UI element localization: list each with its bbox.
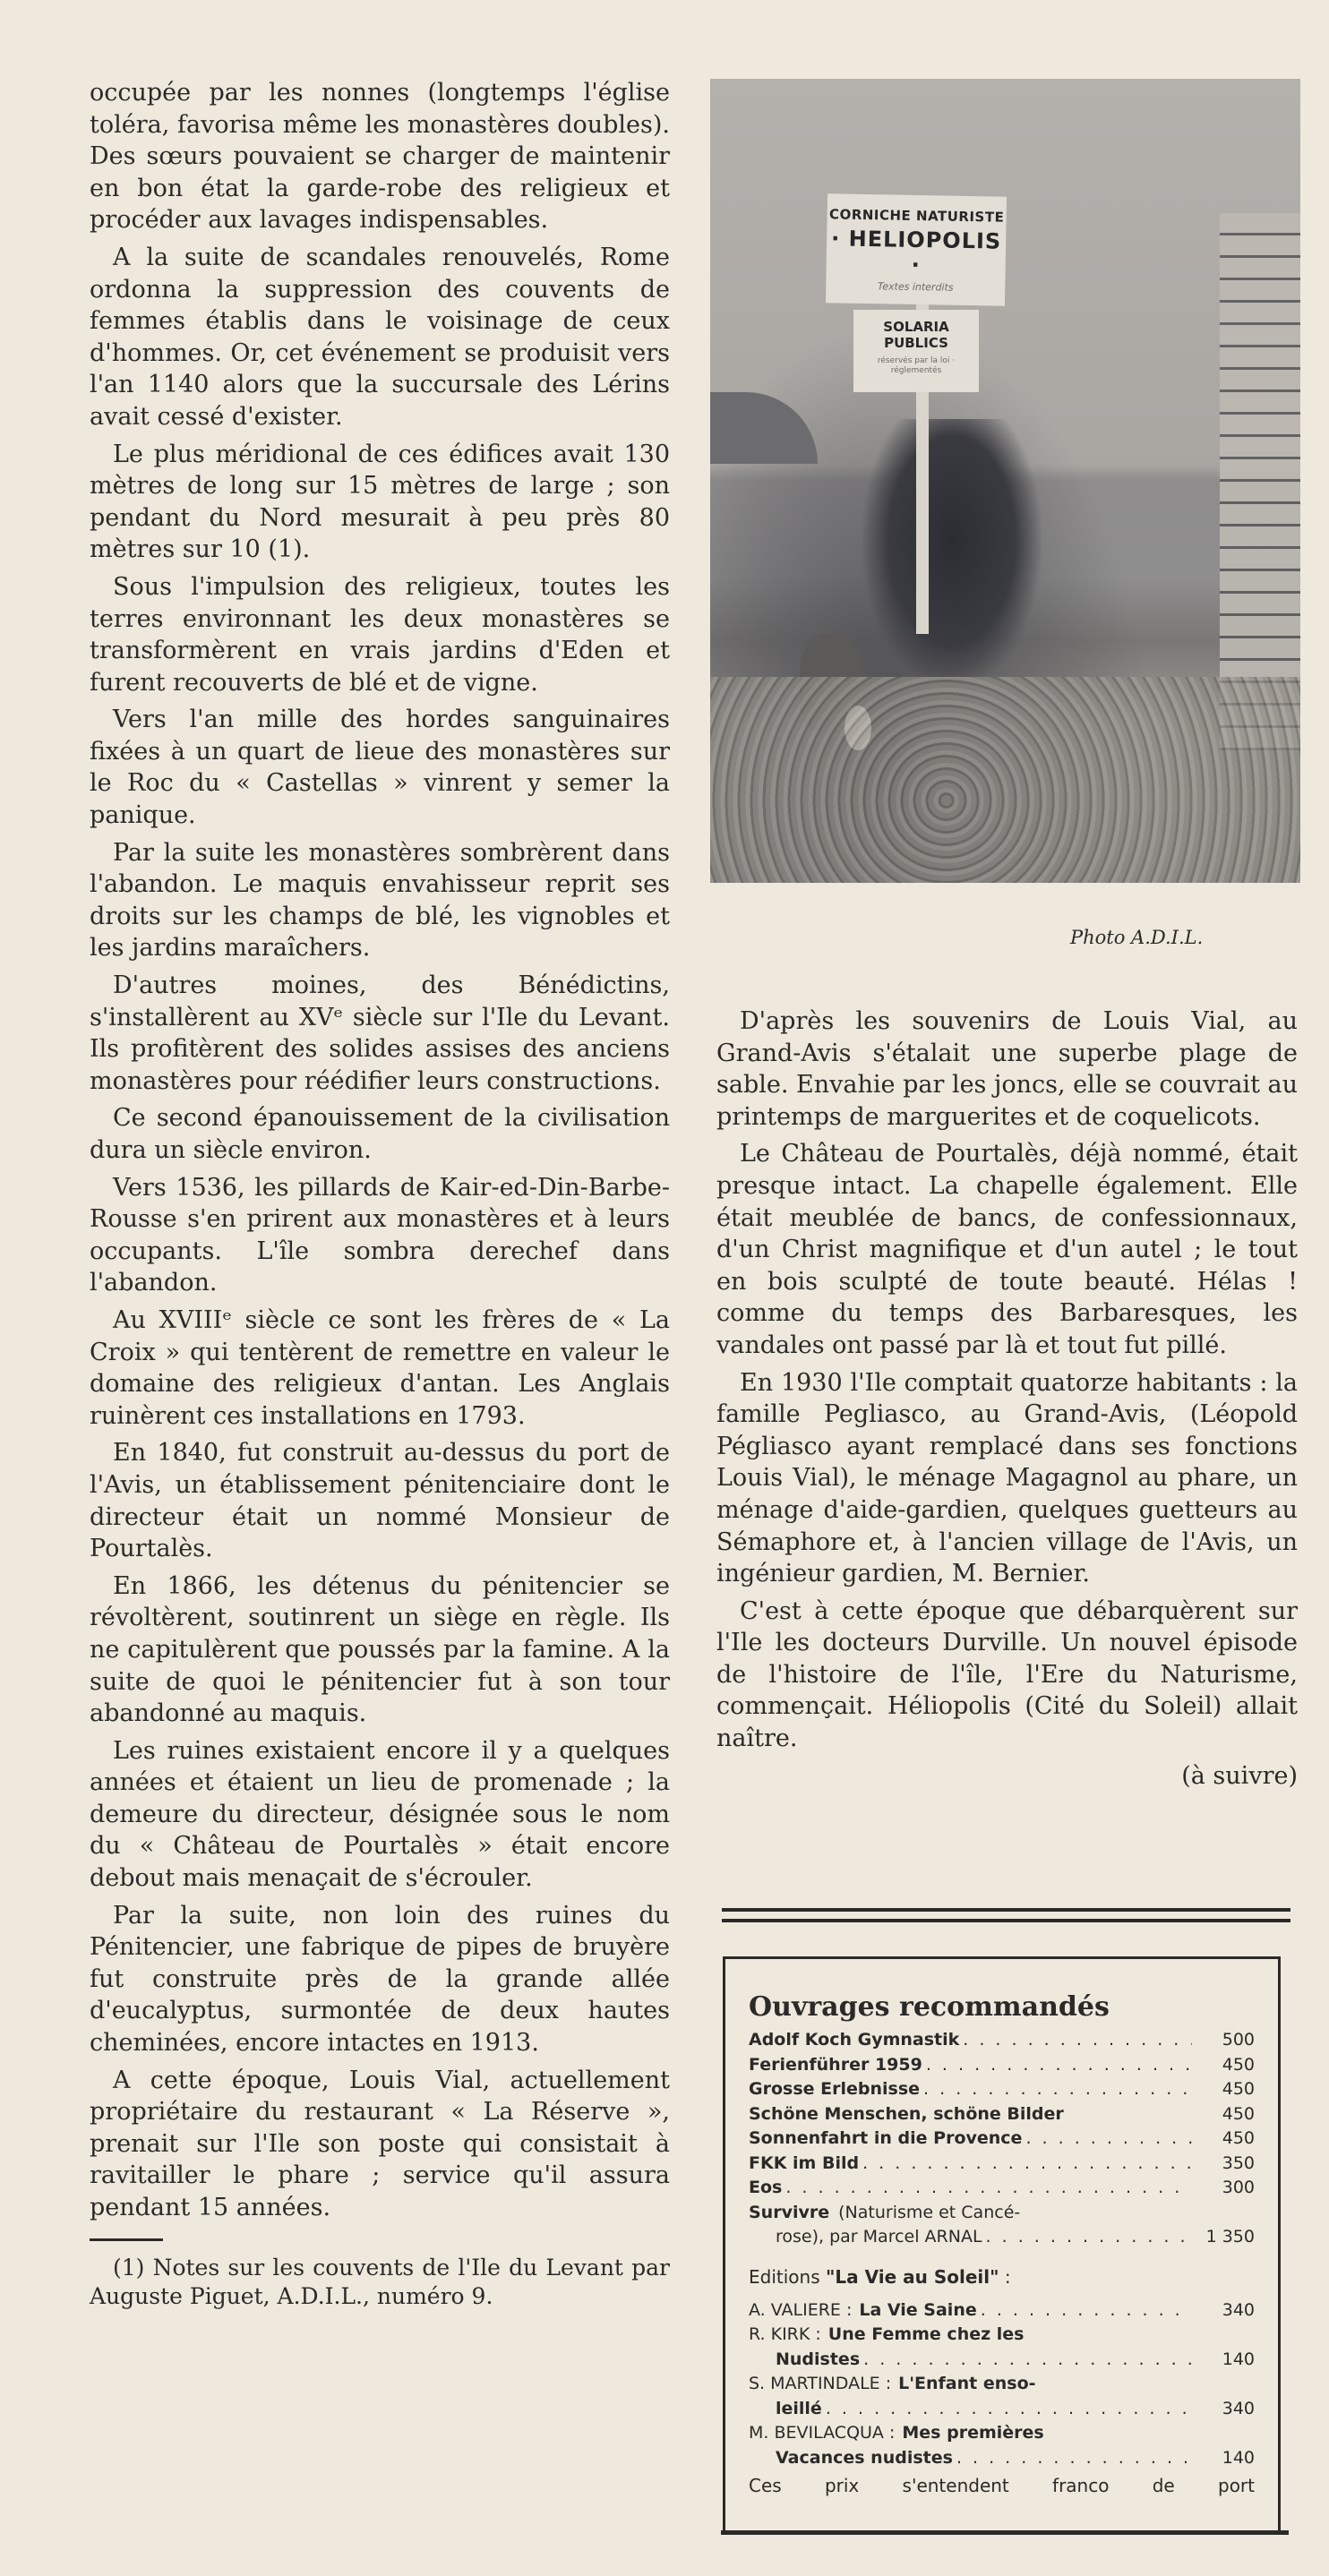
box-bottom-rule: [721, 2530, 1289, 2535]
paragraph: Ce second épanouissement de la civilisation dura un siècle environ.: [90, 1104, 670, 1164]
footnote: (1) Notes sur les couvents de l'Ile du Levant par Auguste Piguet, A.D.I.L., numéro 9.: [90, 2254, 670, 2309]
edition-title: Une Femme chez les: [827, 2324, 1025, 2344]
book-price: 500: [1222, 2030, 1255, 2050]
footnote-separator: [90, 2238, 163, 2241]
leader-dots: [859, 2152, 1192, 2177]
paragraph: En 1840, fut construit au-dessus du port de l'Avis, un établissement pénitenciaire dont le directeur était un nommé Monsieur de Pourtalès.: [90, 1439, 670, 1563]
edition-row-continued: [749, 2348, 1255, 2373]
book-row: [749, 2201, 1255, 2226]
edition-author: M. BEVILACQUA :: [749, 2423, 896, 2443]
box-title: Ouvrages recommandés: [749, 1991, 1110, 2023]
book-title: Sonnenfahrt in die Provence: [749, 2128, 1023, 2148]
paragraph: A la suite de scandales renouvelés, Rome ordonna la suppression des couvents de femmes établis dans le voisinage de ceux d'hommes. Or, cet événement se produisit vers l'an 1140 alors que la succursale des Lérins avait cessé d'exister.: [90, 243, 670, 431]
edition-row-continued: [749, 2397, 1255, 2422]
book-note: rose), par Marcel ARNAL: [776, 2227, 982, 2247]
editions-suffix: :: [1004, 2265, 1011, 2288]
book-row: [749, 2152, 1255, 2177]
paragraph: Le Château de Pourtalès, déjà nommé, était presque intact. La chapelle également. Elle était meublée de bancs, de confessionnaux, d'un Christ magnifique et d'un autel ; le tout en bois sculpté de toute beauté. Hélas ! comme du temps des Barbaresques, les vandales ont passé par là et tout fut pillé.: [716, 1140, 1298, 1359]
paragraph: En 1866, les détenus du pénitencier se révoltèrent, soutinrent un siège en règle. Ils ne capitulèrent que poussés par la famine. A la suite de quoi le pénitencier fut à son tour abandonné au maquis.: [90, 1571, 670, 1728]
leader-dots: [1022, 2127, 1192, 2152]
recommended-books-box: [723, 1956, 1281, 2531]
leader-dots: [920, 2077, 1192, 2102]
edition-title: La Vie Saine: [859, 2299, 977, 2320]
leader-dots: [1064, 2102, 1192, 2127]
book-title: Eos: [749, 2178, 783, 2197]
book-title: Adolf Koch Gymnastik: [749, 2030, 960, 2050]
book-price: 450: [1222, 2103, 1255, 2124]
book-row-continued: [749, 2225, 1255, 2250]
paragraph: Par la suite, non loin des ruines du Pénitencier, une fabrique de pipes de bruyère fut construite près de la grande allée d'eucalyptus, surmontée de deux hautes cheminées, encore intactes en 1913.: [90, 1901, 670, 2058]
edition-author: A. VALIERE :: [749, 2299, 853, 2320]
edition-price: 340: [1222, 2299, 1255, 2320]
edition-row: [749, 2372, 1255, 2397]
double-rule-top: [722, 1908, 1290, 1912]
continued-label: (à suivre): [1181, 1761, 1298, 1790]
book-row: [749, 2053, 1255, 2078]
book-price: 1 350: [1205, 2227, 1255, 2247]
book-title: Grosse Erlebnisse: [749, 2079, 921, 2099]
edition-title: Vacances nudistes: [776, 2447, 953, 2468]
book-row: [749, 2028, 1255, 2053]
sign-text: CORNICHE NATURISTE: [828, 206, 1005, 226]
leader-dots: [953, 2446, 1192, 2471]
edition-title: leillé: [776, 2398, 822, 2418]
edition-price: 140: [1222, 2349, 1255, 2369]
leader-dots: [922, 2053, 1192, 2078]
book-title: FKK im Bild: [749, 2152, 860, 2173]
photo-tree: [862, 419, 1042, 688]
edition-author: R. KIRK :: [749, 2324, 821, 2344]
photo-sign-solaria: [853, 310, 979, 392]
edition-price: 140: [1222, 2447, 1255, 2468]
paragraph: Au XVIIIᵉ siècle ce sont les frères de « La Croix » qui tentèrent de remettre en valeur le domaine des religieux d'antan. Les Anglais ruinèrent ces installations en 1793.: [90, 1305, 670, 1430]
edition-row: [749, 2421, 1255, 2446]
edition-title: Mes premières: [902, 2423, 1044, 2443]
book-price: 450: [1222, 2079, 1255, 2099]
leader-dots: [1020, 2201, 1192, 2226]
right-column: [716, 1006, 1298, 1792]
edition-author: S. MARTINDALE :: [749, 2374, 892, 2393]
sign-text: Textes interdits: [877, 280, 954, 294]
book-title: Survivre: [749, 2202, 830, 2222]
book-row: [749, 2077, 1255, 2102]
editions-prefix: Editions: [749, 2265, 820, 2288]
paragraph: Par la suite les monastères sombrèrent dans l'abandon. Le maquis envahisseur reprit ses droits sur les champs de blé, les vignobles et les jardins maraîchers.: [90, 838, 670, 963]
photo-hill: [710, 392, 818, 464]
leader-dots: [860, 2348, 1192, 2373]
photo-sign-heliopolis: [826, 193, 1007, 305]
book-price: 300: [1222, 2178, 1255, 2197]
sign-text: réservés par la loi · réglementés: [877, 356, 956, 375]
edition-row: [749, 2323, 1255, 2348]
editions-name: "La Vie au Soleil": [825, 2265, 999, 2288]
book-row: [749, 2176, 1255, 2201]
paragraph: Sous l'impulsion des religieux, toutes les terres environnant les deux monastères se transformèrent en vrais jardins d'Eden et furent recouverts de blé et de vigne.: [90, 572, 670, 697]
box-footer-note: Ces prix s'entendent franco de port: [749, 2475, 1255, 2496]
paragraph: D'après les souvenirs de Louis Vial, au Grand-Avis s'étalait une superbe plage de sable. Envahie par les joncs, elle se couvrait au printemps de marguerites et de coquelicots.: [716, 1007, 1298, 1131]
paragraph: C'est à cette époque que débarquèrent sur l'Ile les docteurs Durville. Un nouvel épisode de l'histoire de l'île, l'Ere du Naturisme, commençait. Héliopolis (Cité du Soleil) allait naître.: [716, 1596, 1298, 1753]
paragraph: Vers l'an mille des hordes sanguinaires fixées à un quart de lieue des monastères sur le Roc du « Castellas » vinrent y semer la panique.: [90, 706, 670, 830]
double-rule-bottom: [722, 1919, 1290, 1922]
photo-ground: [710, 677, 1300, 883]
paragraph: En 1930 l'Ile comptait quatorze habitants : la famille Pegliasco, au Grand-Avis, (Léopold Pégliasco ayant remplacé dans ses fonctions Louis Vial), le ménage Magagnol au phare, un ménage d'aide-gardien, quelques guetteurs au Sémaphore et, à l'ancien village de l'Avis, un ingénieur gardien, M. Bernier.: [716, 1368, 1298, 1588]
leader-dots: [959, 2028, 1192, 2053]
book-price: 450: [1222, 2054, 1255, 2075]
edition-title: L'Enfant enso-: [898, 2374, 1036, 2393]
paragraph: occupée par les nonnes (longtemps l'église toléra, favorisa même les monastères doubles). Des sœurs pouvaient se charger de maintenir en bon état la garde-robe des religieux et procéder aux lavages indispensables.: [90, 79, 670, 235]
sign-text: SOLARIA PUBLICS: [883, 319, 949, 351]
editions-heading: [749, 2266, 1255, 2288]
edition-row: [749, 2298, 1255, 2324]
book-price: 350: [1222, 2152, 1255, 2173]
book-price: 450: [1222, 2128, 1255, 2148]
photo-cliff: [1220, 213, 1300, 750]
photo-heliopolis-sign: [710, 79, 1300, 883]
edition-price: 340: [1222, 2398, 1255, 2418]
left-column: [90, 77, 670, 2316]
photo-caption: Photo A.D.I.L.: [1070, 927, 1204, 948]
paragraph: A cette époque, Louis Vial, actuellement propriétaire du restaurant « La Réserve », prenait sur l'Ile son poste qui consistait à ravitailler le phare ; service qu'il assura pendant 15 années.: [90, 2066, 670, 2221]
leader-dots: [982, 2225, 1192, 2250]
book-title: Ferienführer 1959: [749, 2054, 922, 2075]
book-row: [749, 2127, 1255, 2152]
paragraph: Vers 1536, les pillards de Kair-ed-Din-Barbe-Rousse s'en prirent aux monastères et à leurs occupants. L'île sombra derechef dans l'abandon.: [90, 1173, 670, 1297]
book-row: [749, 2102, 1255, 2127]
book-note: (Naturisme et Cancé-: [838, 2202, 1021, 2222]
paragraph: Le plus méridional de ces édifices avait 130 mètres de long sur 15 mètres de large ; son pendant du Nord mesurait à peu près 80 mètres sur 10 (1).: [90, 440, 670, 564]
leader-dots: [822, 2397, 1192, 2422]
paragraph: Les ruines existaient encore il y a quelques années et étaient un lieu de promenade ; la demeure du directeur, désignée sous le nom du « Château de Pourtalès » était encore debout mais menaçait de s'écrouler.: [90, 1736, 670, 1893]
leader-dots: [977, 2298, 1192, 2324]
edition-title: Nudistes: [776, 2349, 861, 2369]
edition-row-continued: [749, 2446, 1255, 2471]
book-title: Schöne Menschen, schöne Bilder: [749, 2103, 1064, 2124]
paragraph: D'autres moines, des Bénédictins, s'installèrent au XVᵉ siècle sur l'Ile du Levant. Ils profitèrent des solides assises des anciens monastères pour réédifier leurs constructions.: [90, 971, 670, 1095]
leader-dots: [782, 2176, 1192, 2201]
sign-text: · HELIOPOLIS ·: [830, 226, 1002, 278]
